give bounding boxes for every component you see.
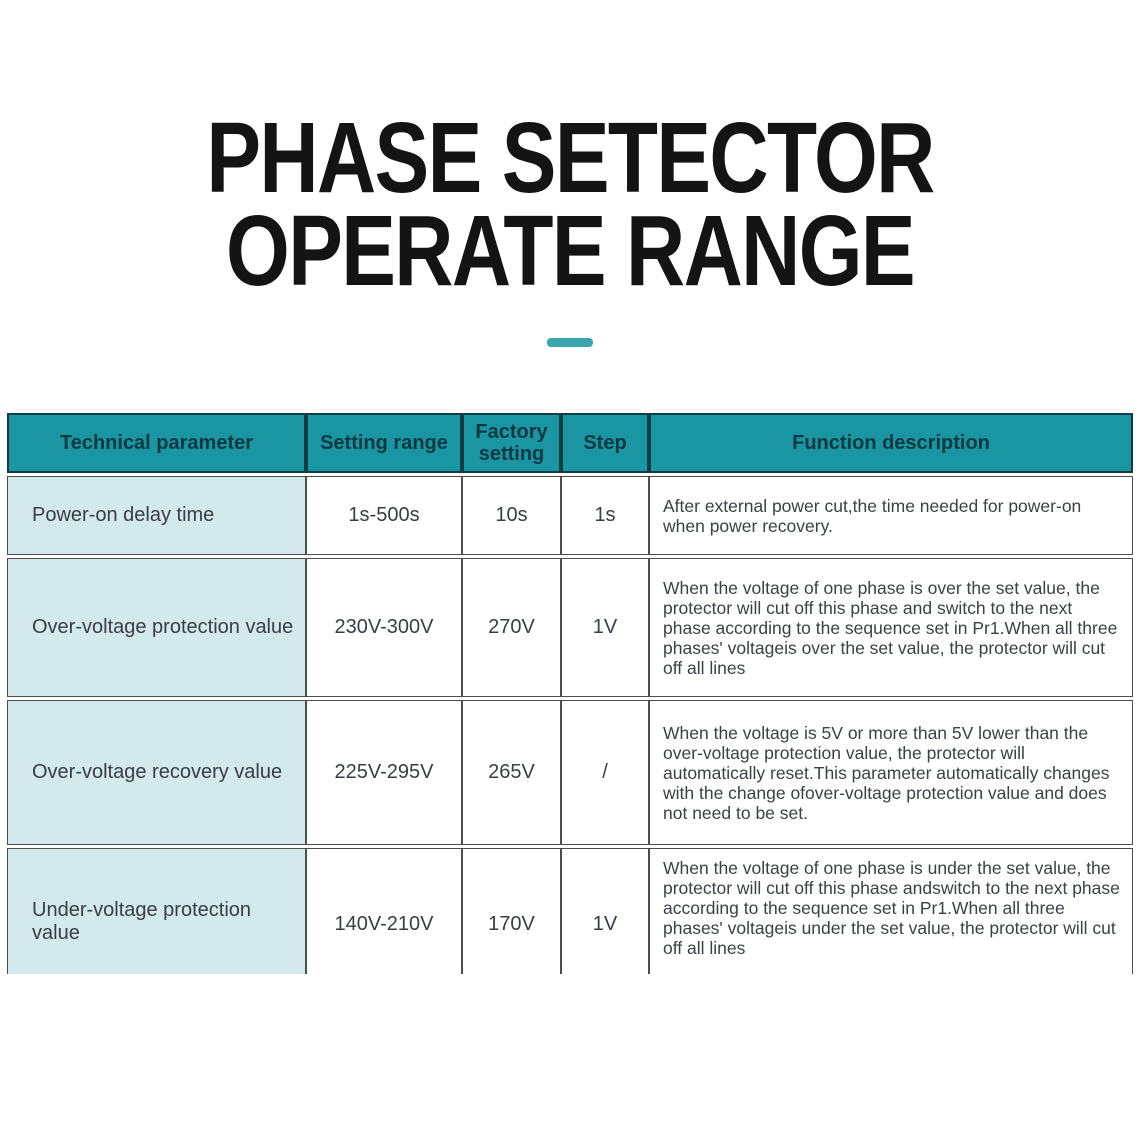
header-function-description: Function description xyxy=(649,413,1133,473)
table-header-row xyxy=(7,413,1133,473)
table-row-power-on-delay xyxy=(7,476,1133,555)
description-cell: After external power cut,the time needed for power-on when power recovery. xyxy=(649,476,1133,555)
setting-range-cell: 140V-210V xyxy=(306,848,462,974)
spec-table xyxy=(7,413,1133,974)
setting-range-cell: 230V-300V xyxy=(306,558,462,697)
table-row-under-voltage-protection xyxy=(7,848,1133,974)
header-setting-range: Setting range xyxy=(306,413,462,473)
setting-range-cell: 225V-295V xyxy=(306,700,462,845)
table-row-over-voltage-protection xyxy=(7,558,1133,697)
step-cell: 1s xyxy=(561,476,649,555)
factory-setting-cell: 10s xyxy=(462,476,561,555)
step-cell: / xyxy=(561,700,649,845)
param-cell: Over-voltage protection value xyxy=(7,558,306,697)
header-step: Step xyxy=(561,413,649,473)
factory-setting-cell: 270V xyxy=(462,558,561,697)
description-cell: When the voltage of one phase is under the set value, the protector will cut off this phase andswitch to the next phase according to the sequence set in Pr1.When all three phases' voltageis under the set value, the protector will cut off all lines xyxy=(649,848,1133,974)
page-title-line-2: OPERATE RANGE xyxy=(226,195,914,307)
description-cell: When the voltage is 5V or more than 5V lower than the over-voltage protection value, the protector will automatically reset.This parameter automatically changes with the change ofover-voltage protection value and does not need to be set. xyxy=(649,700,1133,845)
setting-range-cell: 1s-500s xyxy=(306,476,462,555)
table-row-over-voltage-recovery xyxy=(7,700,1133,845)
factory-setting-cell: 170V xyxy=(462,848,561,974)
param-cell: Over-voltage recovery value xyxy=(7,700,306,845)
description-cell: When the voltage of one phase is over the set value, the protector will cut off this phase and switch to the next phase according to the sequence set in Pr1.When all three phases' voltageis over the set value, the protector will cut off all lines xyxy=(649,558,1133,697)
factory-setting-cell: 265V xyxy=(462,700,561,845)
page-title-line-1: PHASE SETECTOR xyxy=(206,102,934,214)
title-underline-dash xyxy=(547,338,593,347)
step-cell: 1V xyxy=(561,558,649,697)
header-factory-setting: Factory setting xyxy=(462,413,561,473)
page-title xyxy=(0,0,1140,347)
param-cell: Under-voltage protection value xyxy=(7,848,306,974)
step-cell: 1V xyxy=(561,848,649,974)
header-technical-parameter: Technical parameter xyxy=(7,413,306,473)
param-cell: Power-on delay time xyxy=(7,476,306,555)
spec-table-cropped-region xyxy=(7,413,1134,974)
